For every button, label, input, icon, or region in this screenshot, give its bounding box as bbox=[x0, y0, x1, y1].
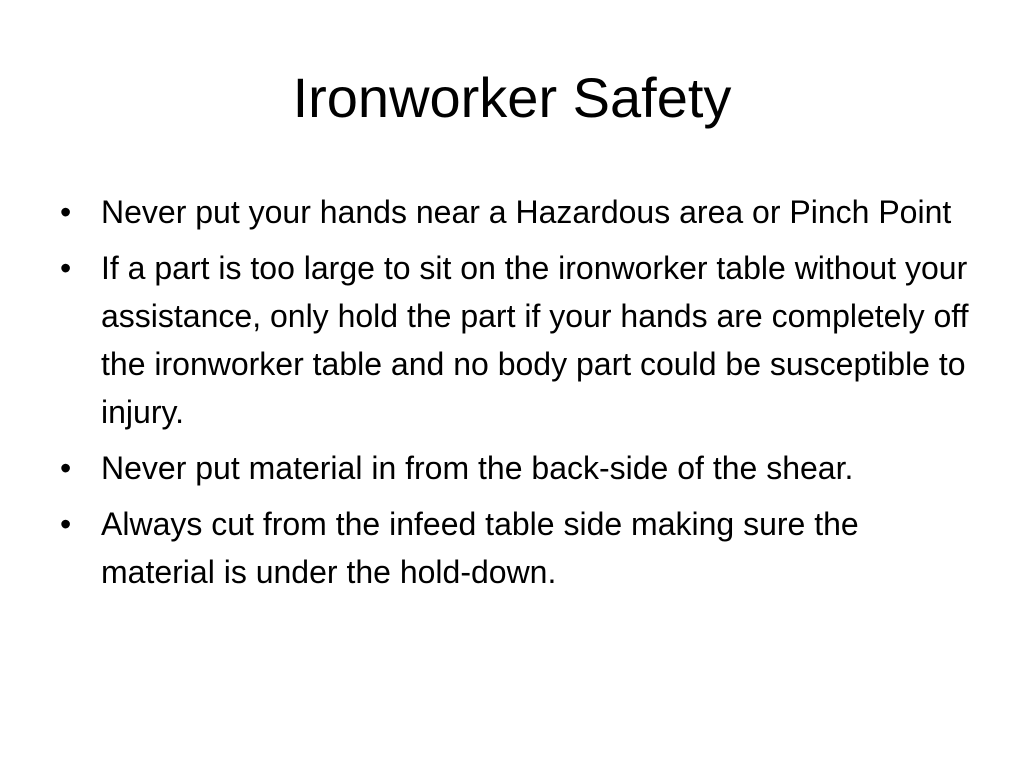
bullet-text: Never put material in from the back-side of the shear. bbox=[101, 450, 854, 486]
bullet-list bbox=[56, 188, 976, 604]
bullet-text: Always cut from the infeed table side making sure the material is under the hold-down. bbox=[101, 506, 859, 590]
bullet-dot-icon: • bbox=[60, 506, 72, 542]
bullet-text: Never put your hands near a Hazardous area or Pinch Point bbox=[101, 194, 952, 230]
bullet-dot-icon: • bbox=[60, 250, 72, 286]
bullet-item bbox=[56, 444, 976, 492]
bullet-item bbox=[56, 188, 976, 236]
slide-title: Ironworker Safety bbox=[292, 66, 732, 129]
bullet-text: If a part is too large to sit on the ironworker table without your assistance, only hold the part if your hands are completely off the ironworker table and no body part could be susceptible to injury. bbox=[101, 250, 969, 430]
bullet-item bbox=[56, 244, 976, 436]
bullet-dot-icon: • bbox=[60, 450, 72, 486]
bullet-item bbox=[56, 500, 976, 596]
bullet-dot-icon: • bbox=[60, 194, 72, 230]
